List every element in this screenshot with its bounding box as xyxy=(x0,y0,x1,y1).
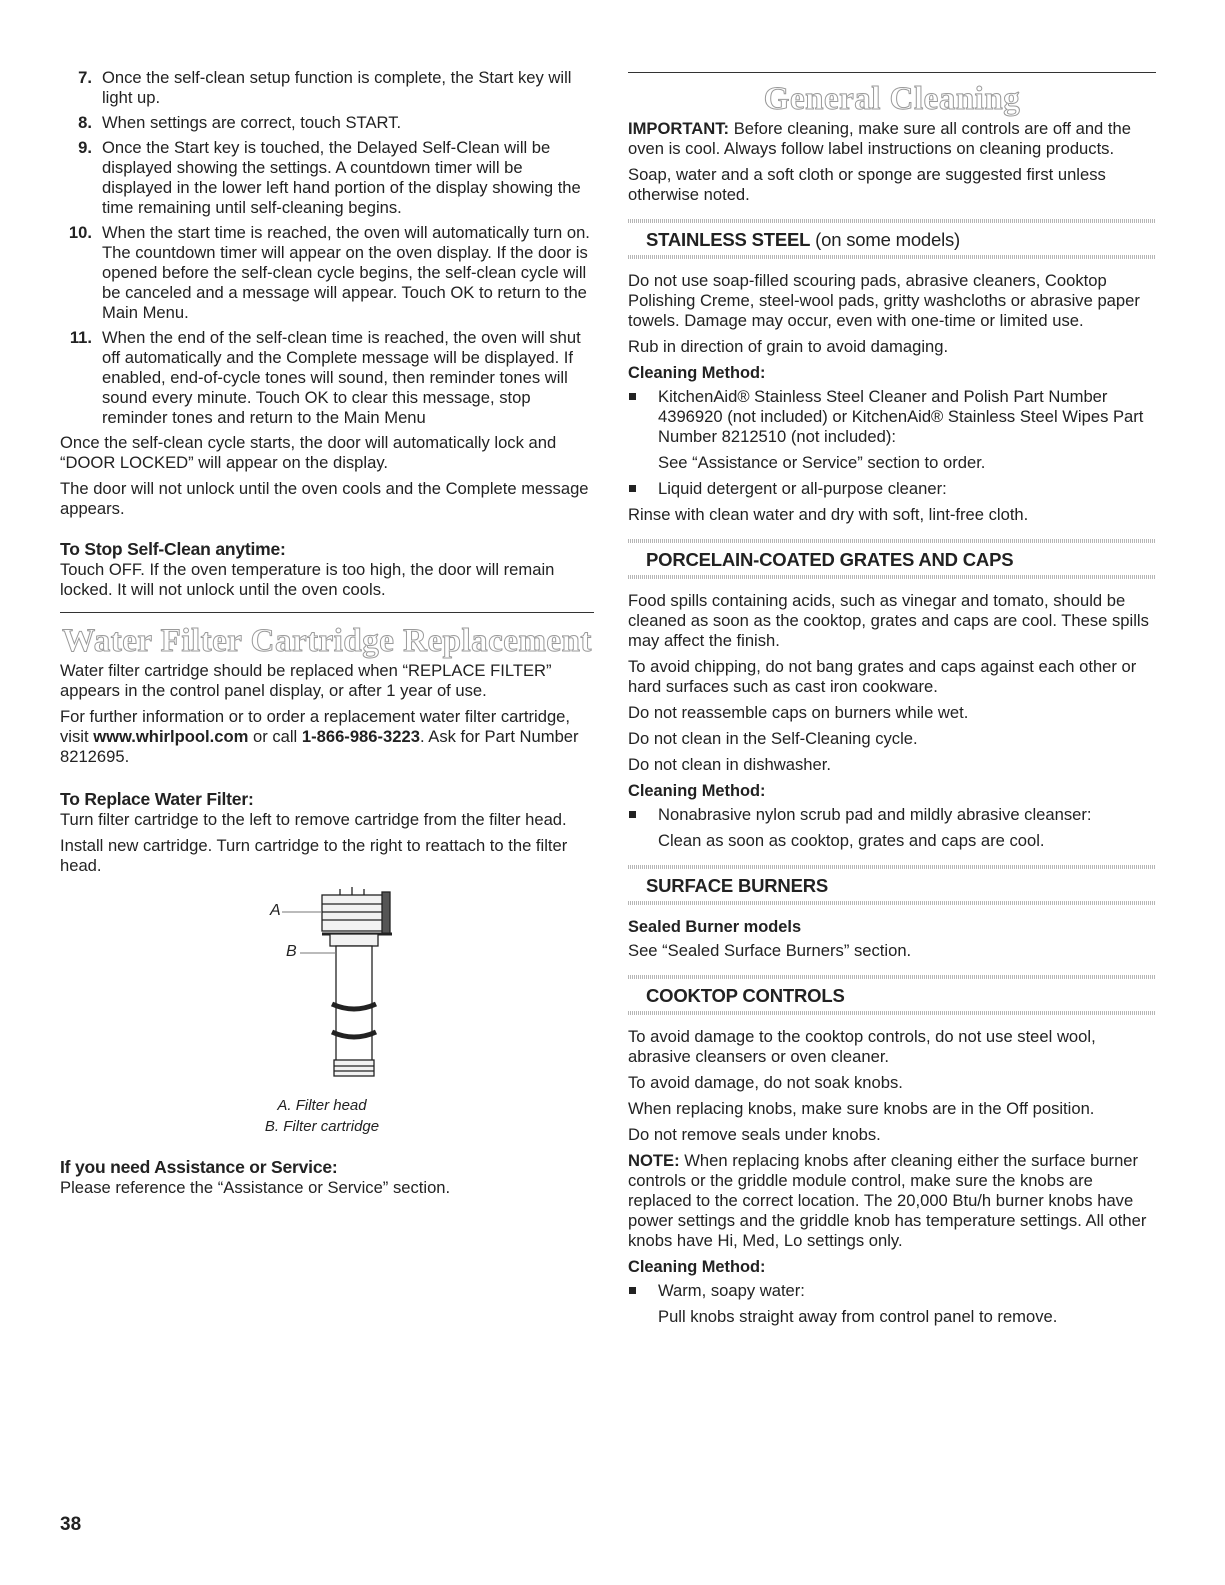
phone-number: 1-866-986-3223 xyxy=(301,727,420,746)
cleaning-method-label: Cleaning Method: xyxy=(628,364,766,382)
whirlpool-link: www.whirlpool.com xyxy=(93,727,249,746)
sealed-burner-label: Sealed Burner models xyxy=(628,918,802,936)
bullet-square-icon xyxy=(629,393,636,400)
filter-cartridge-illustration xyxy=(60,882,594,1087)
right-column xyxy=(628,0,1156,1333)
band-top xyxy=(628,975,1156,979)
cleaning-method-label: Cleaning Method: xyxy=(628,1258,766,1276)
band-bottom xyxy=(628,901,1156,905)
stainless-steel-heading: STAINLESS STEEL (on some models) xyxy=(646,229,961,250)
porcelain-paragraph: Do not reassemble caps on burners while wet. xyxy=(628,703,969,722)
stainless-warning: Do not use soap-filled scouring pads, abrasive cleaners, Cooktop Polishing Creme, steel-wool pads, gritty washcloths or abrasive paper towels. Damage may occur, even with one-time or limited use. xyxy=(628,271,1140,330)
page-number: 38 xyxy=(60,1514,82,1535)
water-filter-order-info: For further information or to order a replacement water filter cartridge, visit www.whirlpool.com or call 1-866-986-3223. Ask for Part Number 8212695. xyxy=(60,707,579,766)
list-item: Liquid detergent or all-purpose cleaner: xyxy=(628,479,1156,499)
step-item: 7. Once the self-clean setup function is complete, the Start key will light up. xyxy=(78,68,572,107)
assistance-text: Please reference the “Assistance or Service” section. xyxy=(60,1178,451,1197)
general-cleaning-tip: Soap, water and a soft cloth or sponge are suggested first unless otherwise noted. xyxy=(628,165,1106,204)
step-item: 11. When the end of the self-clean time is reached, the oven will shut off automatically and the Complete message will be displayed. If enabled, end-of-cycle tones will sound, then reminder tones will sound every minute. Touch OK to clear this message, stop reminder tones and return to the Main Menu xyxy=(69,328,581,427)
band-bottom xyxy=(628,1011,1156,1015)
rinse-instruction: Rinse with clean water and dry with soft, lint-free cloth. xyxy=(628,505,1029,524)
step-item: 10. When the start time is reached, the oven will automatically turn on. The countdown timer will appear on the oven display. If the door is opened before the self-clean cycle begins, the self-clean cycle will be canceled and a message will appear. Touch OK to return to the Main Menu. xyxy=(68,223,590,322)
note-paragraph: NOTE: When replacing knobs after cleaning either the surface burner controls or the griddle module control, make sure the knobs are replaced to the correct location. The 20,000 Btu/h burner knobs have power settings and the griddle knob has temperature settings. All other knobs have Hi, Med, Lo settings only. xyxy=(628,1151,1147,1250)
label-a: A xyxy=(270,902,281,919)
porcelain-paragraph: To avoid chipping, do not bang grates and caps against each other or hard surfaces such as cast iron cookware. xyxy=(628,657,1137,696)
water-filter-section-title: Water Filter Cartridge Replacement xyxy=(62,623,592,659)
list-item: Nonabrasive nylon scrub pad and mildly abrasive cleanser: xyxy=(628,805,1156,825)
filter-diagram xyxy=(60,882,594,1087)
porcelain-heading: PORCELAIN-COATED GRATES AND CAPS xyxy=(646,549,1014,570)
controls-paragraph: Do not remove seals under knobs. xyxy=(628,1125,881,1144)
diagram-captions xyxy=(50,1095,594,1137)
bullet-square-icon xyxy=(629,1287,636,1294)
band-top xyxy=(628,865,1156,869)
porcelain-paragraph: Do not clean in the Self-Cleaning cycle. xyxy=(628,729,918,748)
replace-filter-heading: To Replace Water Filter: xyxy=(60,789,254,809)
sealed-burner-reference: See “Sealed Surface Burners” section. xyxy=(628,941,912,960)
step-item: 8. When settings are correct, touch START. xyxy=(78,113,402,132)
step-item: 9. Once the Start key is touched, the Delayed Self-Clean will be displayed showing the settings. A countdown timer will be displayed in the lower left hand portion of the display showing the time remaining until self-cleaning begins. xyxy=(78,138,581,217)
controls-paragraph: To avoid damage to the cooktop controls, do not use steel wool, abrasive cleansers or oven cleaner. xyxy=(628,1027,1096,1066)
door-lock-paragraph: Once the self-clean cycle starts, the door will automatically lock and “DOOR LOCKED” will appear on the display. xyxy=(60,433,557,472)
porcelain-paragraph: Food spills containing acids, such as vinegar and tomato, should be cleaned as soon as the cooktop, grates and caps are cool. These spills may affect the finish. xyxy=(628,591,1149,650)
water-filter-intro: Water filter cartridge should be replaced when “REPLACE FILTER” appears in the control panel display, or after 1 year of use. xyxy=(60,661,552,700)
cooktop-controls-heading: COOKTOP CONTROLS xyxy=(646,985,845,1006)
door-unlock-paragraph: The door will not unlock until the oven cools and the Complete message appears. xyxy=(60,479,589,518)
porcelain-paragraph: Do not clean in dishwasher. xyxy=(628,755,831,774)
bullet-note: Pull knobs straight away from control panel to remove. xyxy=(658,1307,1058,1326)
bullet-note: See “Assistance or Service” section to order. xyxy=(658,453,986,472)
bullet-note: Clean as soon as cooktop, grates and caps are cool. xyxy=(658,831,1045,850)
controls-paragraph: When replacing knobs, make sure knobs are in the Off position. xyxy=(628,1099,1095,1118)
band-bottom xyxy=(628,255,1156,259)
caption-filter-cartridge: B. Filter cartridge xyxy=(264,1118,380,1135)
stop-self-clean-heading: To Stop Self-Clean anytime: xyxy=(60,539,286,559)
stainless-grain-tip: Rub in direction of grain to avoid damaging. xyxy=(628,337,949,356)
self-clean-steps xyxy=(60,68,594,428)
bullet-square-icon xyxy=(629,485,636,492)
list-item: Warm, soapy water: xyxy=(628,1281,1156,1301)
band-top xyxy=(628,219,1156,223)
band-bottom xyxy=(628,575,1156,579)
cleaning-method-label: Cleaning Method: xyxy=(628,782,766,800)
controls-paragraph: To avoid damage, do not soak knobs. xyxy=(628,1073,903,1092)
general-cleaning-title: General Cleaning xyxy=(763,81,1021,117)
left-column xyxy=(60,0,594,1204)
important-paragraph: IMPORTANT: Before cleaning, make sure all controls are off and the oven is cool. Always follow label instructions on cleaning products. xyxy=(628,119,1131,158)
bullet-square-icon xyxy=(629,811,636,818)
replace-filter-step-1: Turn filter cartridge to the left to remove cartridge from the filter head. xyxy=(60,810,567,829)
caption-filter-head: A. Filter head xyxy=(277,1097,367,1114)
stop-self-clean-text: Touch OFF. If the oven temperature is too high, the door will remain locked. It will not unlock until the oven cools. xyxy=(60,560,555,599)
replace-filter-step-2: Install new cartridge. Turn cartridge to the right to reattach to the filter head. xyxy=(60,836,568,875)
surface-burners-heading: SURFACE BURNERS xyxy=(646,875,829,896)
label-b: B xyxy=(286,943,297,960)
list-item: KitchenAid® Stainless Steel Cleaner and Polish Part Number 4396920 (not included) or KitchenAid® Stainless Steel Wipes Part Number 8212510 (not included): xyxy=(628,387,1156,447)
assistance-heading: If you need Assistance or Service: xyxy=(60,1157,338,1177)
band-top xyxy=(628,539,1156,543)
